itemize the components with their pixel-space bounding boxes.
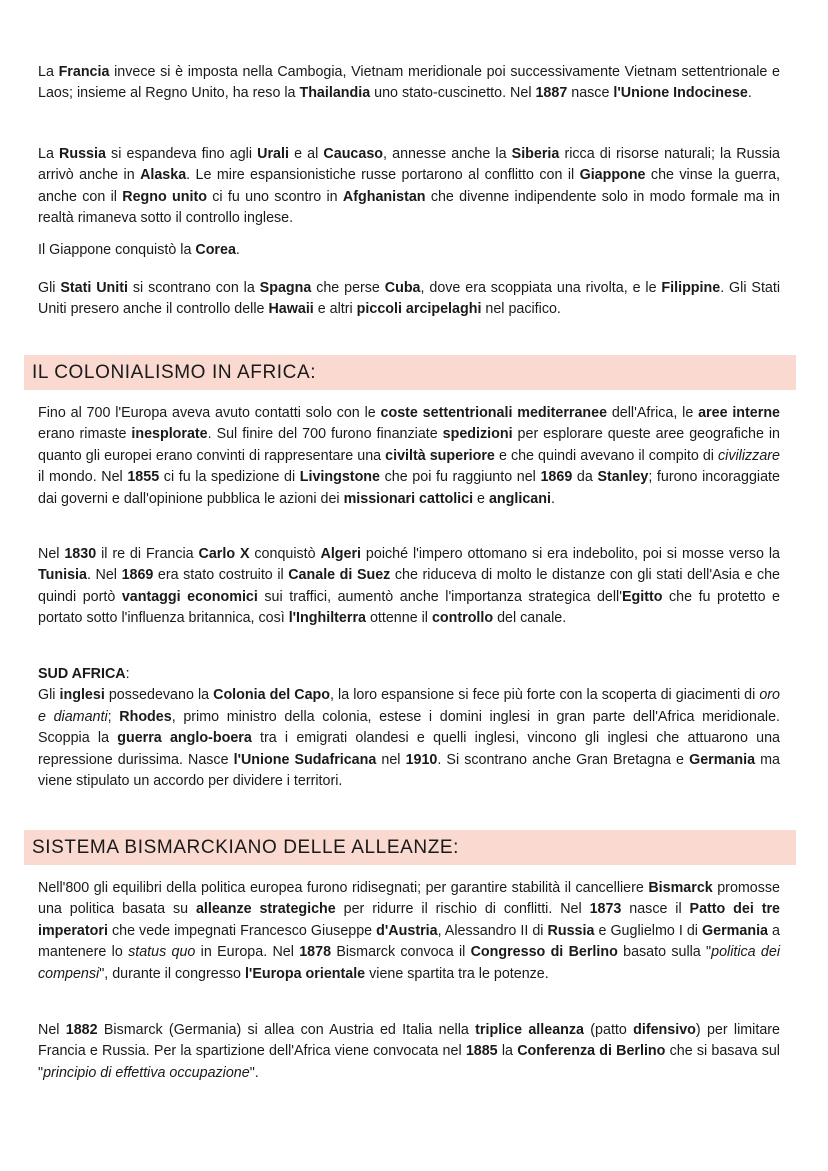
text-run: il mondo. Nel bbox=[38, 469, 128, 486]
text-run: Bismarck (Germania) si allea con Austria ed Italia nella bbox=[97, 1022, 476, 1038]
paragraph-bismarck-2 bbox=[38, 1020, 780, 1084]
bold-term: difensivo bbox=[633, 1022, 696, 1038]
text-run: basato sulla " bbox=[617, 944, 712, 961]
text-run: che fu protetto e portato sotto l'influenza britannica, così bbox=[38, 588, 781, 627]
bold-term: 1873 bbox=[589, 901, 622, 918]
text-run: ; bbox=[107, 708, 120, 725]
bold-term: Russia bbox=[59, 146, 106, 162]
bold-term: Germania bbox=[702, 922, 768, 939]
text-run: Gli bbox=[38, 687, 60, 704]
bold-term: l'Unione Indocinese bbox=[613, 85, 748, 102]
bold-term: Stanley bbox=[597, 469, 649, 486]
text-run: e al bbox=[288, 146, 324, 162]
bold-term: 1887 bbox=[535, 85, 568, 102]
text-run: da bbox=[572, 469, 598, 486]
bold-term: 1855 bbox=[127, 469, 160, 486]
bold-term: 1910 bbox=[405, 751, 438, 768]
paragraph-africa-intro bbox=[38, 403, 780, 510]
bold-term: 1830 bbox=[64, 546, 97, 562]
text-run: uno stato-cuscinetto. Nel bbox=[370, 85, 536, 102]
bold-term: 1878 bbox=[299, 944, 332, 961]
bold-term: spedizioni bbox=[442, 426, 513, 443]
text-run: nasce bbox=[567, 85, 614, 102]
bold-term: Afghanistan bbox=[342, 188, 426, 205]
text-run: nel pacifico. bbox=[481, 301, 561, 318]
bold-term: triplice alleanza bbox=[475, 1022, 584, 1038]
bold-term: missionari cattolici bbox=[343, 490, 474, 507]
text-run: . bbox=[747, 85, 752, 102]
text-run: si espandeva fino agli bbox=[105, 146, 258, 162]
paragraph-bismarck-1 bbox=[38, 878, 780, 985]
text-run: e che quindi avevano il compito di bbox=[494, 447, 719, 464]
bold-term: Congresso di Berlino bbox=[470, 944, 618, 961]
text-run: promosse una politica basata su bbox=[38, 880, 781, 918]
text-run: . Si scontrano anche Gran Bretagna e bbox=[437, 751, 690, 768]
text-run: ci fu la spedizione di bbox=[159, 469, 300, 486]
bold-term: Corea bbox=[195, 242, 236, 258]
text-run: nel bbox=[376, 751, 406, 768]
bold-term: Spagna bbox=[259, 280, 312, 296]
text-run: che vinse la guerra, anche con il bbox=[38, 167, 780, 205]
text-run: che si basava sul " bbox=[38, 1043, 780, 1081]
text-run: ", durante il congresso bbox=[99, 965, 245, 982]
bold-term: Germania bbox=[689, 751, 756, 768]
bold-term: Egitto bbox=[621, 588, 663, 605]
text-run: in Europa. Nel bbox=[195, 944, 300, 961]
bold-term: Carlo X bbox=[198, 546, 250, 562]
text-run: Nel bbox=[38, 546, 65, 562]
bold-term: SUD AFRICA bbox=[38, 666, 126, 682]
text-run: conquistò bbox=[249, 546, 321, 562]
text-run: poiché l'impero ottomano si era indebolito, poi si mosse verso la bbox=[361, 546, 780, 562]
bold-term: Tunisia bbox=[38, 567, 87, 584]
text-run: . bbox=[235, 242, 240, 258]
bold-term: Bismarck bbox=[648, 880, 713, 896]
section-heading-africa bbox=[24, 355, 796, 390]
bold-term: Siberia bbox=[511, 146, 560, 162]
bold-term: l'Unione Sudafricana bbox=[233, 751, 377, 768]
text-run: . Gli Stati Uniti presero anche il controllo delle bbox=[38, 280, 781, 318]
text-run: il re di Francia bbox=[96, 546, 199, 562]
bold-term: Conferenza di Berlino bbox=[517, 1043, 666, 1060]
bold-term: vantaggi economici bbox=[121, 588, 258, 605]
text-run: nasce il bbox=[621, 901, 690, 918]
bold-term: controllo bbox=[431, 610, 494, 627]
text-run: del canale. bbox=[493, 610, 567, 627]
bold-term: 1869 bbox=[121, 567, 154, 584]
text-run: che riduceva di molto le distanze con gli stati dell'Asia e che quindi portò bbox=[38, 567, 781, 605]
text-run: . Le mire espansionistiche russe portarono al conflitto con il bbox=[186, 167, 580, 184]
text-run: Nell'800 gli equilibri della politica europea furono ridisegnati; per garantire stabilità il cancelliere bbox=[38, 880, 649, 896]
text-run: : bbox=[125, 666, 130, 682]
bold-term: Hawaii bbox=[268, 301, 314, 318]
text-run: , annesse anche la bbox=[383, 146, 512, 162]
text-run: invece si è imposta nella Cambogia, Vietnam meridionale poi successivamente Vietnam settentrionale e Laos; insieme al Regno Unito, ha reso la bbox=[38, 64, 780, 102]
italic-term: principio di effettiva occupazione bbox=[43, 1064, 250, 1081]
bold-term: guerra anglo-boera bbox=[117, 730, 252, 747]
bold-term: alleanze strategiche bbox=[195, 901, 336, 918]
text-run: La bbox=[38, 64, 59, 80]
text-run: , primo ministro della colonia, estese i domini inglesi in gran parte dell'Africa meridionale. Scoppia la bbox=[38, 708, 780, 747]
text-run: che divenne indipendente solo in modo formale ma in realtà rimaneva sotto il controllo inglese. bbox=[38, 188, 781, 227]
text-run: . bbox=[550, 490, 555, 507]
text-run: e altri bbox=[313, 301, 357, 318]
text-run: che poi fu raggiunto nel bbox=[380, 469, 541, 486]
text-run: , la loro espansione si fece più forte con la scoperta di giacimenti di bbox=[330, 687, 760, 704]
italic-term: oro e diamanti bbox=[38, 687, 780, 725]
bold-term: civiltà superiore bbox=[385, 447, 495, 464]
text-run: sui traffici, aumentò anche l'importanza strategica dell' bbox=[257, 588, 622, 605]
bold-term: Caucaso bbox=[323, 146, 384, 162]
section-heading-bismarck bbox=[24, 830, 796, 865]
bold-term: 1869 bbox=[540, 469, 573, 486]
bold-term: aree interne bbox=[698, 405, 781, 421]
text-run: che vede impegnati Francesco Giuseppe bbox=[107, 922, 377, 939]
text-run: Il Giappone conquistò la bbox=[38, 242, 196, 258]
text-run: e bbox=[473, 490, 489, 507]
paragraph-francia bbox=[38, 62, 780, 105]
text-run: erano rimaste bbox=[38, 426, 132, 443]
paragraph-russia bbox=[38, 144, 780, 230]
text-run: per ridurre il rischio di conflitti. Nel bbox=[335, 901, 590, 918]
text-run: a mantenere lo bbox=[38, 922, 780, 961]
text-run: viene spartita tra le potenze. bbox=[365, 965, 549, 982]
text-run: la bbox=[497, 1043, 518, 1060]
text-run: e Guglielmo I di bbox=[594, 922, 703, 939]
bold-term: coste settentrionali mediterranee bbox=[380, 405, 608, 421]
text-run: La bbox=[38, 146, 60, 162]
paragraph-sud-africa bbox=[38, 664, 780, 792]
text-run: Nel bbox=[38, 1022, 66, 1038]
text-run: . Sul finire del 700 furono finanziate bbox=[207, 426, 443, 443]
italic-term: politica dei compensi bbox=[38, 944, 781, 982]
bold-term: Colonia del Capo bbox=[213, 687, 331, 704]
text-run: ) per limitare Francia e Russia. Per la spartizione dell'Africa viene convocata nel bbox=[38, 1022, 780, 1060]
italic-term: civilizzare bbox=[718, 447, 780, 464]
bold-term: 1885 bbox=[465, 1043, 498, 1060]
text-run: ma viene stipulato un accordo per dividere i territori. bbox=[38, 751, 780, 790]
bold-term: Urali bbox=[257, 146, 289, 162]
bold-term: Livingstone bbox=[299, 469, 380, 486]
bold-term: Giappone bbox=[579, 167, 646, 184]
bold-term: piccoli arcipelaghi bbox=[356, 301, 482, 318]
text-run: Bismarck convoca il bbox=[331, 944, 471, 961]
text-run: Fino al 700 l'Europa aveva avuto contatti solo con le bbox=[38, 405, 381, 421]
bold-term: Thailandia bbox=[299, 85, 371, 102]
text-run: tra i emigrati olandesi e quelli inglesi, vincono gli inglesi che attuarono una repressione durissima. Nasce bbox=[38, 730, 780, 768]
bold-term: Filippine bbox=[661, 280, 721, 296]
text-run: ricca di risorse naturali; la Russia arrivò anche in bbox=[38, 146, 781, 184]
bold-term: Alaska bbox=[140, 167, 187, 184]
bold-term: Stati Uniti bbox=[60, 280, 128, 296]
text-run: dell'Africa, le bbox=[607, 405, 699, 421]
bold-term: Rhodes bbox=[119, 708, 172, 725]
text-run: . Nel bbox=[87, 567, 122, 584]
bold-term: inglesi bbox=[59, 687, 105, 704]
text-run: (patto bbox=[583, 1022, 634, 1038]
bold-term: Canale di Suez bbox=[288, 567, 391, 584]
italic-term: status quo bbox=[128, 944, 196, 961]
text-run: si scontrano con la bbox=[127, 280, 260, 296]
paragraph-africa-1830 bbox=[38, 544, 780, 630]
text-run: per esplorare queste aree geografiche in quanto gli europei erano convinti di rappresentare una bbox=[38, 426, 780, 464]
bold-term: inesplorate bbox=[131, 426, 208, 443]
section-title-bismarck: SISTEMA BISMARCKIANO DELLE ALLEANZE: bbox=[32, 837, 460, 858]
bold-term: l'Inghilterra bbox=[288, 610, 366, 627]
text-run: ottenne il bbox=[365, 610, 432, 627]
text-run: ". bbox=[249, 1064, 259, 1081]
paragraph-giappone bbox=[38, 240, 780, 261]
text-run: possedevano la bbox=[104, 687, 214, 704]
text-run: che perse bbox=[311, 280, 385, 296]
bold-term: l'Europa orientale bbox=[244, 965, 366, 982]
bold-term: Francia bbox=[58, 64, 110, 80]
text-run: Gli bbox=[38, 280, 61, 296]
bold-term: anglicani bbox=[488, 490, 551, 507]
bold-term: Russia bbox=[547, 922, 595, 939]
text-run: ci fu uno scontro in bbox=[206, 188, 343, 205]
section-title-africa: IL COLONIALISMO IN AFRICA: bbox=[32, 362, 317, 383]
bold-term: Regno unito bbox=[122, 188, 207, 205]
bold-term: d'Austria bbox=[376, 922, 438, 939]
bold-term: Patto dei tre imperatori bbox=[38, 901, 780, 939]
bold-term: Algeri bbox=[320, 546, 362, 562]
text-run: , Alessandro II di bbox=[437, 922, 548, 939]
text-run: , dove era scoppiata una rivolta, e le bbox=[420, 280, 662, 296]
bold-term: 1882 bbox=[65, 1022, 98, 1038]
paragraph-stati-uniti bbox=[38, 278, 780, 321]
bold-term: Cuba bbox=[384, 280, 421, 296]
text-run: era stato costruito il bbox=[153, 567, 289, 584]
text-run: ; furono incoraggiate dai governi e dall'opinione pubblica le azioni dei bbox=[38, 469, 780, 507]
